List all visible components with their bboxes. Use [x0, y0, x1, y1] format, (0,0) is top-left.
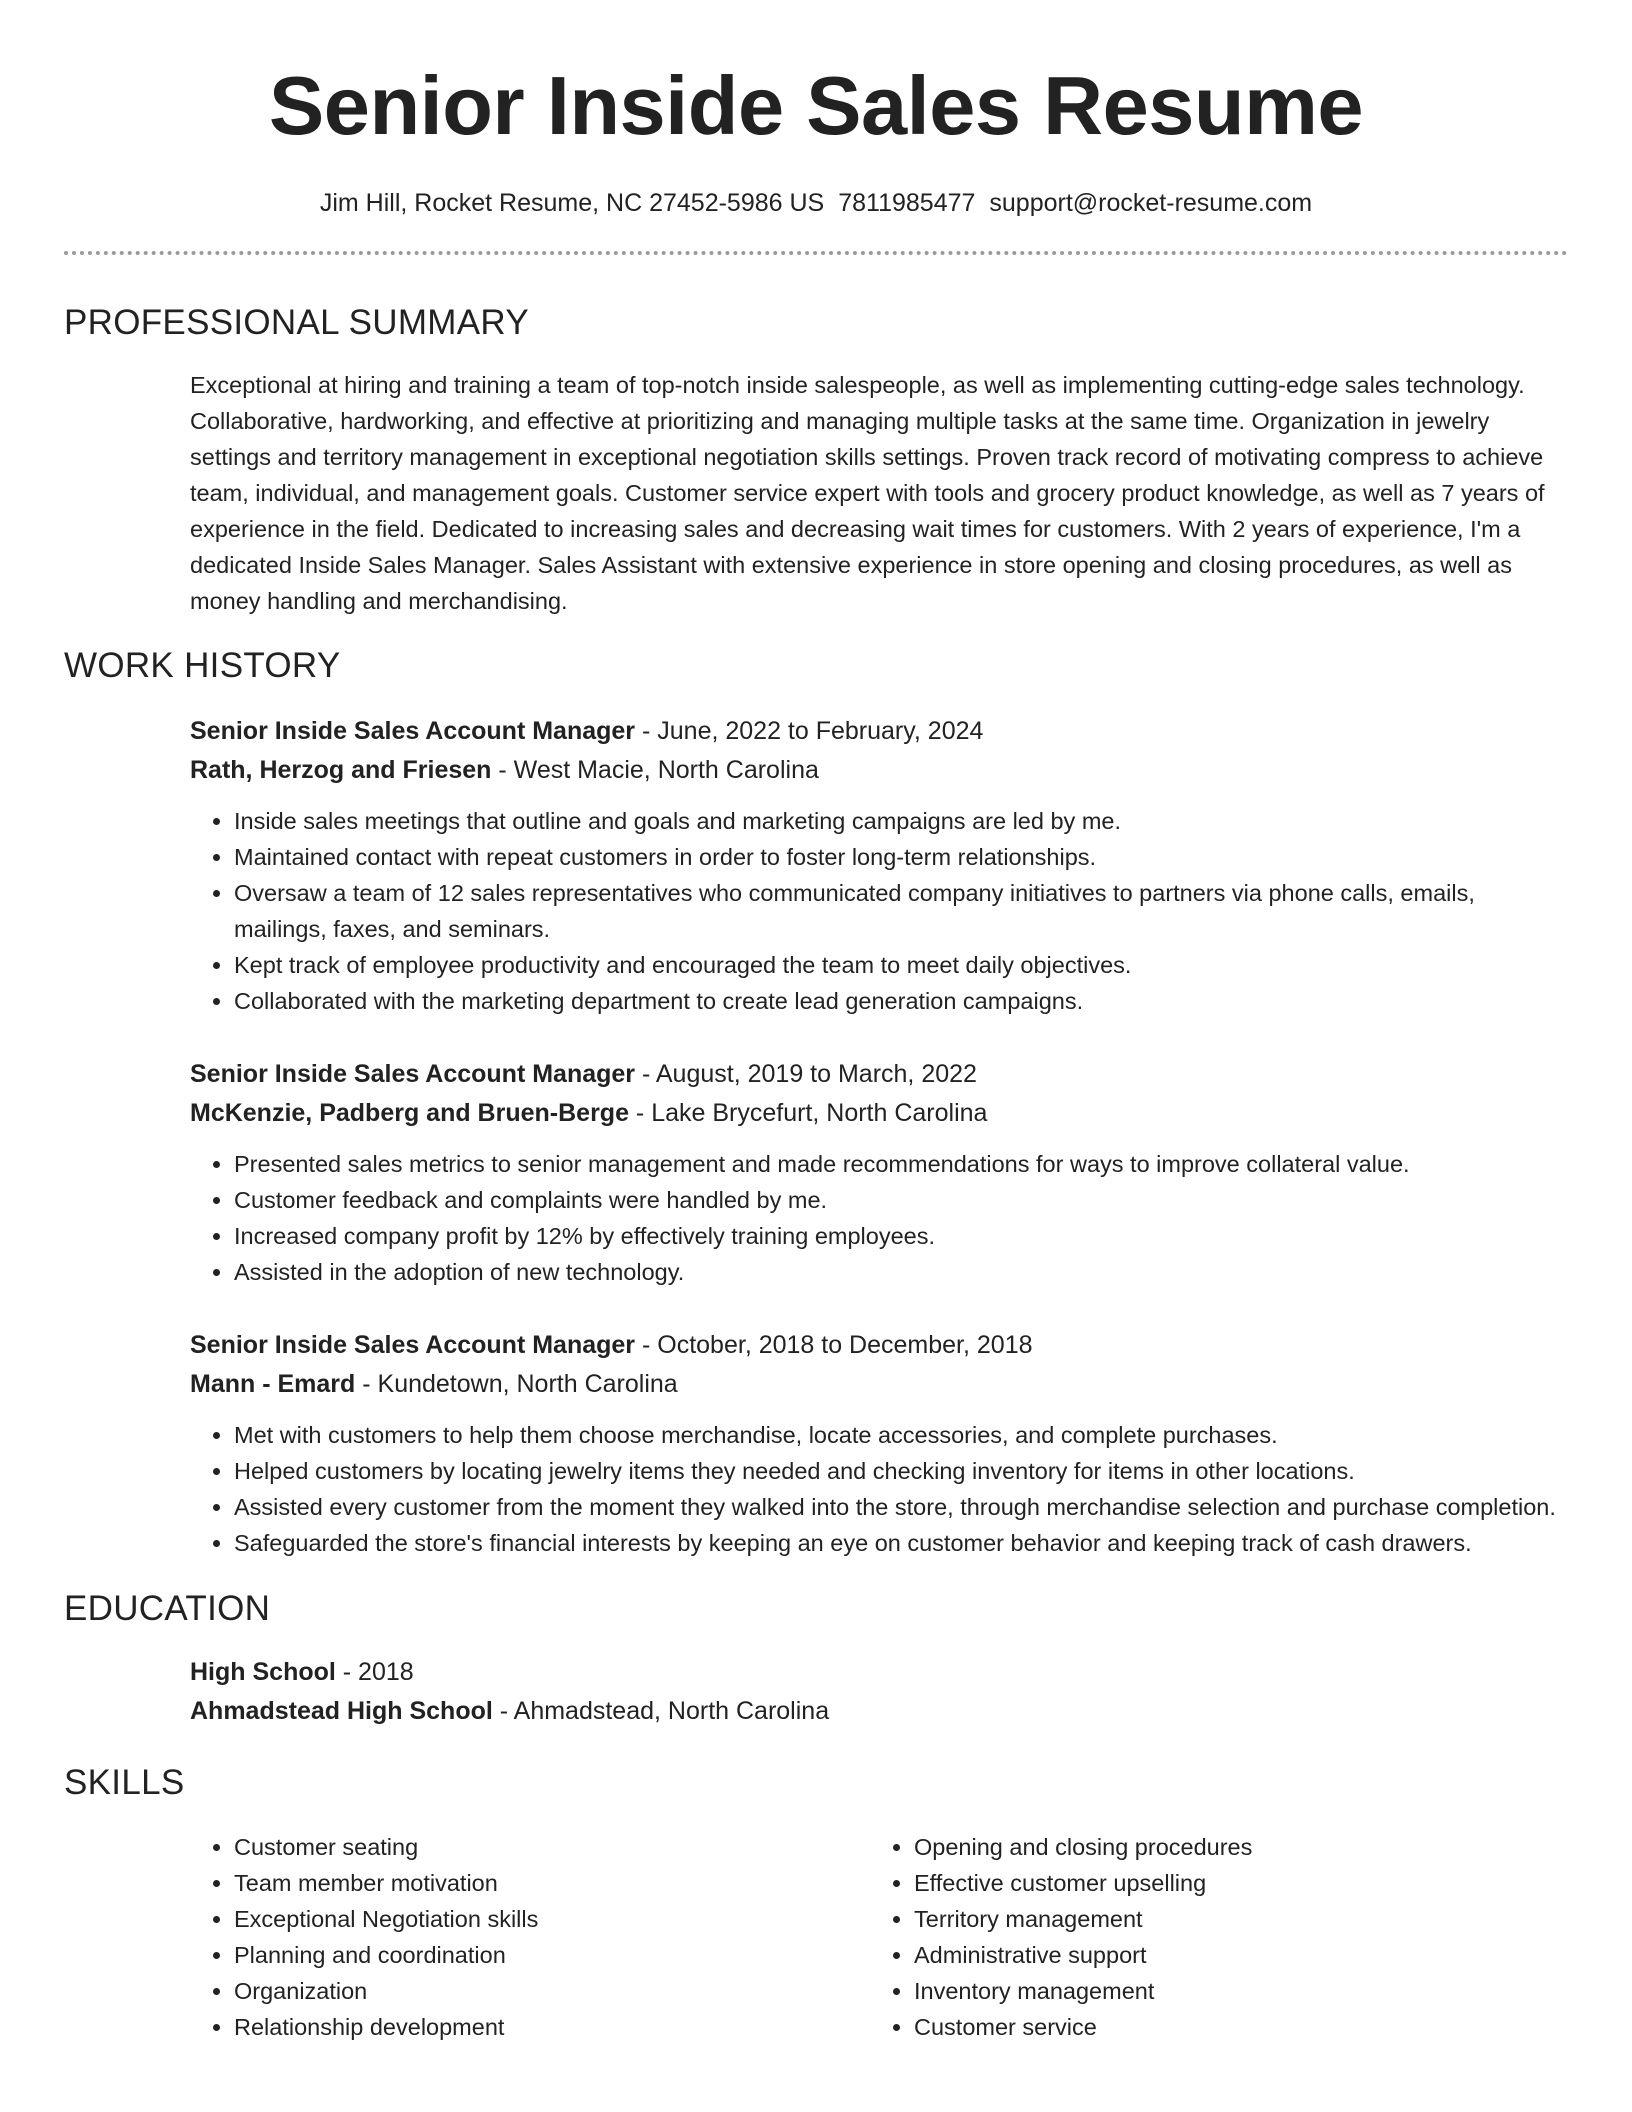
job-bullets	[190, 1417, 1568, 1561]
skill-item: • Inventory management	[914, 1973, 1550, 2009]
contact-address: Jim Hill, Rocket Resume, NC 27452-5986 US	[319, 189, 825, 217]
skill-item: • Planning and coordination	[234, 1937, 870, 1973]
job-dates: - August, 2019 to March, 2022	[635, 1060, 977, 1088]
skill-item: • Exceptional Negotiation skills	[234, 1901, 870, 1937]
work-history-section	[64, 712, 1568, 1561]
job-company-line	[190, 1365, 1568, 1404]
job-title-line	[190, 1326, 1568, 1365]
education-heading: EDUCATION	[64, 1589, 271, 1628]
job-dates: - October, 2018 to December, 2018	[635, 1331, 1033, 1359]
resume-title: Senior Inside Sales Resume	[268, 59, 1364, 152]
list-item: • Customer feedback and complaints were handled by me.	[234, 1182, 1568, 1218]
list-item: • Presented sales metrics to senior management and made recommendations for ways to improve collateral value.	[234, 1146, 1568, 1182]
list-item: • Maintained contact with repeat customers in order to foster long-term relationships.	[234, 839, 1568, 875]
skill-item: • Effective customer upselling	[914, 1865, 1550, 1901]
skill-item: • Administrative support	[914, 1937, 1550, 1973]
contact-line	[64, 188, 1568, 218]
job-location: - West Macie, North Carolina	[491, 756, 819, 784]
skill-item: • Team member motivation	[234, 1865, 870, 1901]
list-item: • Met with customers to help them choose merchandise, locate accessories, and complete purchases.	[234, 1417, 1568, 1453]
job-company: Mann - Emard	[190, 1370, 356, 1398]
job-title-line	[190, 712, 1568, 751]
job-company-line	[190, 1094, 1568, 1133]
skills-list	[870, 1829, 1550, 2045]
education-degree: High School	[190, 1658, 336, 1686]
job-entry	[190, 712, 1568, 1019]
skills-grid	[190, 1829, 1568, 2045]
job-location: - Kundetown, North Carolina	[355, 1370, 678, 1398]
list-item: • Helped customers by locating jewelry items they needed and checking inventory for items in other locations.	[234, 1453, 1568, 1489]
list-item: • Oversaw a team of 12 sales representatives who communicated company initiatives to partners via phone calls, emails, mailings, faxes, and seminars.	[234, 875, 1568, 947]
summary-section	[64, 367, 1568, 619]
skill-item: • Customer seating	[234, 1829, 870, 1865]
job-location: - Lake Brycefurt, North Carolina	[628, 1099, 988, 1127]
list-item: • Assisted every customer from the moment they walked into the store, through merchandise selection and purchase completion.	[234, 1489, 1568, 1525]
list-item: • Safeguarded the store's financial interests by keeping an eye on customer behavior and keeping track of cash drawers.	[234, 1525, 1568, 1561]
job-bullets	[190, 1146, 1568, 1290]
summary-text: Exceptional at hiring and training a team of top-notch inside salespeople, as well as implementing cutting-edge sales technology. Collaborative, hardworking, and effective at prioritizing and managing multiple tasks at the same time. Organization in jewelry settings and territory management in exceptional negotiation skills settings. Proven track record of motivating compress to achieve team, individual, and management goals. Customer service expert with tools and grocery product knowledge, as well as 7 years of experience in the field. Dedicated to increasing sales and decreasing wait times for customers. With 2 years of experience, I'm a dedicated Inside Sales Manager. Sales Assistant with extensive experience in store opening and closing procedures, as well as money handling and merchandising.	[190, 372, 1545, 614]
skill-item: • Organization	[234, 1973, 870, 2009]
work-history-heading: WORK HISTORY	[64, 646, 341, 685]
skills-list	[190, 1829, 870, 2045]
job-title: Senior Inside Sales Account Manager	[190, 1060, 636, 1088]
job-title: Senior Inside Sales Account Manager	[190, 1331, 636, 1359]
skill-item: • Customer service	[914, 2009, 1550, 2045]
job-bullets	[190, 803, 1568, 1019]
education-section	[64, 1653, 1568, 1731]
job-title-line	[190, 1055, 1568, 1094]
skill-item: • Territory management	[914, 1901, 1550, 1937]
skills-column-right	[870, 1829, 1550, 2045]
job-company-line	[190, 751, 1568, 790]
education-degree-line	[190, 1653, 1568, 1692]
job-title: Senior Inside Sales Account Manager	[190, 717, 636, 745]
job-entry	[190, 1326, 1568, 1561]
education-school-line	[190, 1692, 1568, 1731]
list-item: • Collaborated with the marketing department to create lead generation campaigns.	[234, 983, 1568, 1019]
education-location: - Ahmadstead, North Carolina	[492, 1697, 830, 1725]
list-item: • Inside sales meetings that outline and goals and marketing campaigns are led by me.	[234, 803, 1568, 839]
education-year: - 2018	[335, 1658, 414, 1686]
job-entry	[190, 1055, 1568, 1290]
skills-column-left	[190, 1829, 870, 2045]
job-company: Rath, Herzog and Friesen	[190, 756, 492, 784]
list-item: • Increased company profit by 12% by effectively training employees.	[234, 1218, 1568, 1254]
skills-section	[64, 1829, 1568, 2045]
skill-item: • Opening and closing procedures	[914, 1829, 1550, 1865]
header-divider	[64, 251, 1568, 255]
contact-phone: 7811985477	[838, 189, 976, 217]
contact-email: support@rocket-resume.com	[989, 189, 1313, 217]
list-item: • Kept track of employee productivity and encouraged the team to meet daily objectives.	[234, 947, 1568, 983]
job-company: McKenzie, Padberg and Bruen-Berge	[190, 1099, 629, 1127]
job-dates: - June, 2022 to February, 2024	[635, 717, 984, 745]
skill-item: • Relationship development	[234, 2009, 870, 2045]
education-school: Ahmadstead High School	[190, 1697, 493, 1725]
skills-heading: SKILLS	[64, 1763, 185, 1802]
summary-heading: PROFESSIONAL SUMMARY	[64, 303, 529, 342]
list-item: • Assisted in the adoption of new technology.	[234, 1254, 1568, 1290]
